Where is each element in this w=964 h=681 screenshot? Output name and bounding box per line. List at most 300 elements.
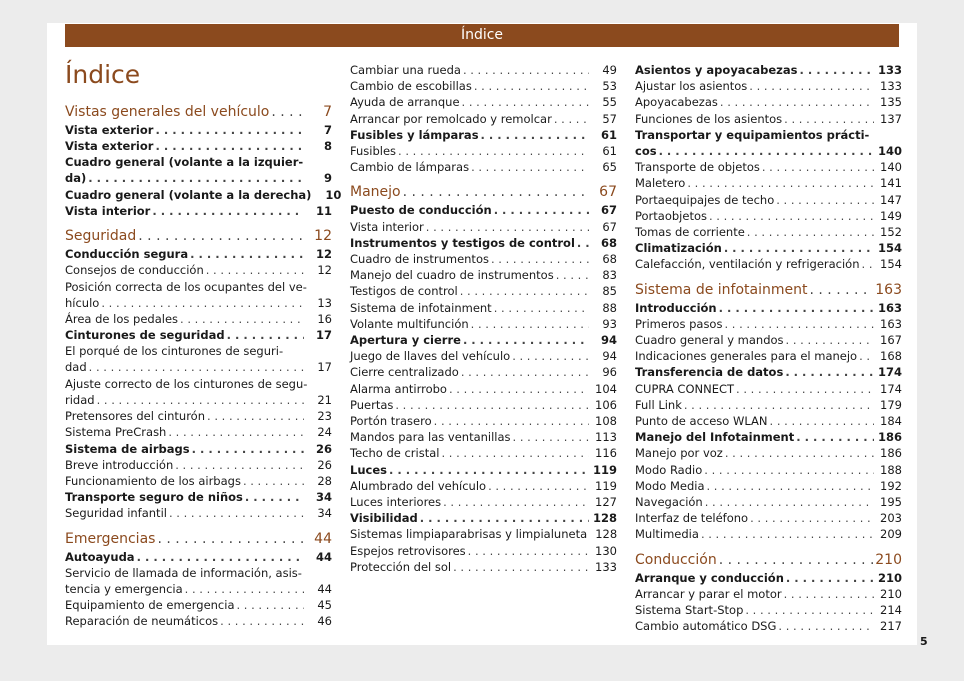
toc-page-number: 68 [600, 235, 617, 250]
toc-entry-text: Emergencias [65, 530, 156, 547]
toc-entry [635, 570, 902, 586]
leader-dots [89, 359, 304, 375]
leader-dots [799, 62, 874, 78]
toc-entry [635, 192, 902, 208]
toc-section-heading [65, 529, 332, 549]
toc-entry [635, 413, 902, 429]
toc-entry [635, 94, 902, 110]
toc-entry-text: Fusibles y lámparas [350, 127, 479, 142]
toc-entry [635, 62, 902, 78]
toc-entry [350, 445, 617, 461]
toc-entry-text: Modo Media [635, 478, 705, 493]
toc-entry-text: Instrumentos y testigos de control [350, 235, 575, 250]
leader-dots [862, 256, 874, 272]
toc-entry [635, 159, 902, 175]
toc-entry-text: Manejo por voz [635, 446, 723, 461]
leader-dots [245, 489, 304, 505]
toc-page-number: 135 [880, 95, 902, 110]
toc-entry-text: Transportar y equipamientos prácti- [635, 127, 870, 142]
leader-dots [237, 597, 305, 613]
toc-page-number: 45 [317, 598, 332, 613]
leader-dots [157, 529, 304, 549]
toc-entry-text: Manejo del Infotainment [635, 430, 795, 445]
leader-dots [190, 246, 304, 262]
toc-page-number: 96 [602, 365, 617, 380]
toc-entry-text: Sistemas limpiaparabrisas y limpialuneta [350, 527, 588, 542]
toc-entry [350, 300, 617, 316]
toc-entry [350, 78, 617, 94]
toc-entry [635, 300, 902, 316]
toc-entry [350, 219, 617, 235]
toc-entry-text: Volante multifunción [350, 316, 469, 331]
toc-entry-text: Equipamiento de emergencia [65, 598, 235, 613]
page-title: Índice [65, 60, 141, 89]
toc-entry-text: Ajuste correcto de los cinturones de segu- [65, 376, 308, 391]
leader-dots [749, 78, 874, 94]
toc-entry-text: Portaobjetos [635, 208, 707, 223]
leader-dots [719, 550, 874, 570]
toc-entry [65, 473, 332, 489]
toc-page-number: 127 [595, 495, 617, 509]
toc-entry-text: Conducción [635, 551, 717, 568]
toc-entry-text: Cuadro general (volante a la izquier- [65, 155, 304, 170]
leader-dots [707, 478, 875, 494]
toc-entry-text: Full Link [635, 397, 682, 412]
toc-page-number: 137 [880, 111, 902, 126]
toc-entry [65, 549, 332, 565]
toc-page-number: 141 [880, 176, 902, 191]
toc-entry [635, 364, 902, 380]
toc-page-number: 128 [592, 511, 617, 526]
leader-dots [152, 203, 304, 219]
leader-dots [169, 505, 304, 521]
leader-dots [786, 570, 874, 586]
leader-dots [271, 102, 304, 122]
toc-entry-text: Indicaciones generales para el manejo [635, 349, 858, 364]
toc-entry-text: Testigos de control [350, 284, 458, 299]
toc-page-number: 34 [315, 490, 332, 505]
toc-entry [635, 618, 902, 634]
toc-page-number: 9 [323, 171, 332, 186]
toc-entry [350, 283, 617, 299]
toc-entry [635, 494, 902, 510]
toc-entry [65, 505, 332, 521]
leader-dots [460, 283, 589, 299]
toc-entry [350, 332, 617, 348]
toc-entry-text: Protección del sol [350, 559, 452, 574]
toc-page-number: 17 [315, 328, 332, 343]
toc-entry-text: Alarma antirrobo [350, 381, 447, 396]
toc-page-number: 85 [602, 284, 617, 299]
toc-entry-text: Sistema Start-Stop [635, 603, 744, 617]
toc-entry [65, 122, 332, 138]
toc-page-number: 167 [880, 333, 902, 347]
toc-page-number: 44 [317, 581, 332, 596]
leader-dots [720, 94, 874, 110]
toc-page-number: 133 [595, 559, 617, 574]
toc-entry [65, 457, 332, 473]
toc-page-number: 210 [875, 551, 902, 568]
toc-entry-text: Seguridad [65, 228, 137, 245]
toc-page-number: 12 [315, 247, 332, 262]
toc-entry-text: Portaequipajes de techo [635, 192, 775, 207]
toc-page-number: 195 [880, 495, 902, 509]
toc-entry-text: Funciones de los asientos [635, 111, 783, 126]
toc-entry-text: Maletero [635, 176, 686, 191]
leader-dots [453, 559, 589, 575]
toc-page-number: 57 [602, 111, 617, 126]
leader-dots [449, 381, 589, 397]
toc-entry-text: Sistema PreCrash [65, 425, 167, 440]
toc-page-number: 24 [317, 425, 332, 440]
leader-dots [770, 413, 874, 429]
leader-dots [778, 618, 874, 634]
toc-entry [350, 381, 617, 397]
toc-entry-text: Vistas generales del vehículo [65, 104, 270, 120]
toc-entry [350, 526, 617, 542]
toc-page-number: 133 [880, 79, 902, 94]
toc-entry-text: Portón trasero [350, 414, 432, 428]
toc-entry [635, 127, 902, 159]
toc-entry-text: Techo de cristal [350, 446, 440, 461]
toc-entry-text: Transferencia de datos [635, 365, 784, 380]
toc-entry [65, 262, 332, 278]
toc-page-number: 26 [315, 441, 332, 456]
leader-dots [137, 549, 304, 565]
leader-dots [471, 316, 589, 332]
toc-entry-text: Seguridad infantil [65, 506, 167, 521]
toc-entry [350, 111, 617, 127]
toc-entry-text: Multimedia [635, 527, 699, 542]
toc-page-number: 53 [602, 79, 617, 94]
toc-page-number: 168 [880, 349, 902, 364]
toc-entry [635, 240, 902, 256]
leader-dots [468, 543, 589, 559]
leader-dots [709, 208, 874, 224]
toc-entry-text: Cambio de escobillas [350, 79, 472, 94]
leader-dots [512, 348, 589, 364]
toc-entry [635, 208, 902, 224]
toc-page-number: 210 [880, 586, 902, 601]
toc-entry-text: Vista exterior [65, 139, 154, 154]
toc-page-number: 140 [877, 143, 902, 158]
toc-entry [635, 224, 902, 240]
leader-dots [762, 159, 874, 175]
toc-page-number: 209 [880, 527, 902, 542]
toc-entry-text: Vista interior [350, 219, 424, 234]
toc-section-heading [65, 102, 332, 122]
toc-entry [350, 143, 617, 159]
toc-entry [65, 187, 342, 203]
toc-entry-text: hículo [65, 295, 100, 310]
toc-page-number: 192 [880, 478, 902, 493]
leader-dots [859, 348, 874, 364]
toc-entry-text: Puertas [350, 397, 394, 412]
toc-entry-text: tencia y emergencia [65, 581, 183, 596]
toc-page-number: 65 [602, 160, 617, 175]
toc-entry [350, 429, 617, 445]
toc-entry-text: El porqué de los cinturones de seguri- [65, 344, 284, 359]
toc-page-number: 188 [880, 462, 902, 477]
toc-entry [350, 348, 617, 364]
toc-entry-text: Vista exterior [65, 123, 154, 137]
toc-page-number: 11 [315, 204, 332, 218]
toc-page-number: 163 [875, 281, 902, 298]
leader-dots [207, 408, 304, 424]
toc-entry-text: Luces interiores [350, 495, 442, 509]
toc-entry-text: Apertura y cierre [350, 333, 461, 347]
leader-dots [434, 413, 589, 429]
leader-dots [577, 235, 589, 251]
leader-dots [88, 170, 304, 186]
toc-entry [635, 526, 902, 542]
toc-page-number: 88 [602, 300, 617, 315]
toc-entry [635, 586, 902, 602]
toc-page-number: 163 [877, 300, 902, 315]
toc-entry-text: Ayuda de arranque [350, 95, 460, 110]
toc-entry-text: Introducción [635, 300, 717, 315]
toc-entry [635, 111, 902, 127]
toc-entry [65, 408, 332, 424]
toc-page-number: 186 [877, 430, 902, 445]
leader-dots [463, 62, 589, 78]
toc-entry [635, 256, 902, 272]
toc-page-number: 67 [599, 184, 617, 201]
toc-entry-text: Sistema de airbags [65, 441, 190, 456]
toc-entry [350, 159, 617, 175]
toc-entry-text: Fusibles [350, 144, 397, 158]
toc-entry [635, 381, 902, 397]
leader-dots [403, 182, 589, 202]
leader-dots [175, 457, 304, 473]
toc-page-number: 154 [880, 257, 902, 272]
toc-page-number: 214 [880, 603, 902, 617]
toc-entry [350, 397, 617, 413]
toc-page-number: 12 [317, 263, 332, 278]
toc-page-number: 7 [323, 123, 332, 137]
toc-page-number: 83 [602, 268, 617, 283]
toc-page-number: 184 [880, 414, 902, 428]
leader-dots [474, 78, 589, 94]
leader-dots [462, 94, 589, 110]
toc-page-number: 28 [317, 474, 332, 488]
toc-entry-text: Interfaz de teléfono [635, 511, 749, 526]
toc-page-number: 34 [317, 506, 332, 521]
toc-entry-text: Manejo del cuadro de instrumentos [350, 268, 554, 283]
toc-entry [350, 267, 617, 283]
toc-page-number: 13 [317, 295, 332, 310]
leader-dots [745, 602, 874, 618]
leader-dots [461, 364, 589, 380]
toc-page-number: 67 [600, 203, 617, 218]
leader-dots [725, 445, 874, 461]
toc-entry-text: Transporte de objetos [635, 160, 760, 175]
leader-dots [420, 510, 589, 526]
toc-entry-text: Cambio automático DSG [635, 619, 777, 634]
toc-entry [65, 424, 332, 440]
toc-page-number: 94 [600, 333, 617, 347]
leader-dots [491, 251, 589, 267]
leader-dots [554, 111, 589, 127]
leader-dots [796, 429, 874, 445]
toc-entry [65, 154, 332, 186]
leader-dots [810, 280, 874, 300]
toc-entry-text: Reparación de neumáticos [65, 614, 219, 629]
leader-dots [513, 429, 589, 445]
toc-entry-text: Servicio de llamada de información, asis- [65, 565, 302, 580]
toc-section-heading [635, 280, 902, 300]
leader-dots [481, 127, 589, 143]
toc-entry [65, 327, 332, 343]
toc-page-number: 106 [595, 397, 617, 412]
toc-entry-text: Cambio de lámparas [350, 160, 470, 175]
toc-entry-text: Transporte seguro de niños [65, 490, 243, 505]
toc-page-number: 108 [595, 414, 617, 428]
toc-section-heading [635, 550, 902, 570]
toc-entry [635, 78, 902, 94]
toc-entry-text: Cuadro general (volante a la derecha) [65, 187, 312, 202]
toc-page-number: 179 [880, 397, 902, 412]
toc-entry-text: Breve introducción [65, 457, 174, 472]
toc-entry-text: Arranque y conducción [635, 570, 784, 585]
toc-entry-text: Espejos retrovisores [350, 543, 466, 558]
toc-entry-text: Posición correcta de los ocupantes del ve- [65, 279, 307, 294]
toc-entry-text: Sistema de infotainment [350, 300, 492, 315]
toc-page-number: 21 [317, 392, 332, 407]
toc-entry-text: Sistema de infotainment [635, 281, 808, 298]
toc-entry-text: Cuadro de instrumentos [350, 252, 489, 266]
toc-page-number: 7 [323, 104, 332, 120]
page-number: 5 [920, 635, 928, 648]
toc-page-number: 174 [877, 365, 902, 380]
toc-entry-text: Área de los pedales [65, 312, 179, 326]
toc-page-number: 128 [595, 527, 618, 542]
toc-page-number: 119 [592, 462, 617, 477]
leader-dots [463, 332, 589, 348]
toc-entry-text: Punto de acceso WLAN [635, 414, 768, 428]
toc-page-number: 10 [325, 187, 342, 202]
toc-entry [65, 441, 332, 457]
toc-entry [65, 376, 332, 408]
toc-entry [350, 478, 617, 494]
toc-page-number: 174 [880, 381, 902, 396]
toc-entry-text: Autoayuda [65, 549, 135, 564]
toc-entry-text: Arrancar y parar el motor [635, 586, 782, 601]
leader-dots [168, 424, 304, 440]
toc-page-number: 61 [602, 144, 617, 158]
leader-dots [494, 202, 589, 218]
toc-entry-text: Climatización [635, 241, 722, 256]
toc-entry [65, 489, 332, 505]
toc-page-number: 12 [314, 228, 332, 245]
toc-section-heading [65, 226, 332, 246]
leader-dots [155, 138, 304, 154]
toc-page-number: 46 [317, 614, 332, 629]
leader-dots [724, 240, 874, 256]
toc-entry [350, 202, 617, 218]
leader-dots [784, 111, 874, 127]
toc-page-number: 44 [315, 549, 332, 564]
toc-entry [65, 279, 332, 311]
leader-dots [704, 462, 874, 478]
toc-entry-text: da) [65, 171, 87, 186]
header-bar: Índice [65, 24, 899, 47]
toc-entry [635, 510, 902, 526]
toc-entry-text: Consejos de conducción [65, 263, 204, 278]
toc-entry-text: Cinturones de seguridad [65, 328, 225, 343]
toc-entry [635, 478, 902, 494]
toc-page-number: 93 [602, 316, 617, 331]
leader-dots [443, 494, 589, 510]
toc-entry-text: Puesto de conducción [350, 203, 492, 218]
leader-dots [138, 226, 304, 246]
toc-entry [635, 397, 902, 413]
toc-entry-text: Cambiar una rueda [350, 63, 461, 77]
toc-entry-text: Arrancar por remolcado y remolcar [350, 111, 552, 126]
leader-dots [192, 441, 304, 457]
leader-dots [701, 526, 874, 542]
leader-dots [784, 586, 874, 602]
toc-entry [635, 332, 902, 348]
toc-entry-text: Alumbrado del vehículo [350, 478, 487, 493]
toc-entry [350, 62, 617, 78]
leader-dots [705, 494, 874, 510]
leader-dots [776, 192, 874, 208]
toc-page-number: 17 [317, 360, 332, 375]
toc-entry [635, 445, 902, 461]
toc-entry-text: Calefacción, ventilación y refrigeración [635, 257, 860, 272]
toc-page-number: 104 [595, 381, 617, 396]
leader-dots [227, 327, 304, 343]
toc-entry-text: Modo Radio [635, 462, 703, 477]
toc-entry [350, 494, 617, 510]
toc-page-number: 133 [877, 63, 902, 77]
leader-dots [687, 175, 874, 191]
toc-entry-text: Mandos para las ventanillas [350, 430, 511, 445]
leader-dots [426, 219, 589, 235]
toc-page-number: 116 [595, 446, 617, 461]
leader-dots [719, 300, 874, 316]
leader-dots [220, 613, 304, 629]
toc-entry [635, 462, 902, 478]
toc-entry-text: Primeros pasos [635, 316, 723, 331]
toc-entry-text: Tomas de corriente [635, 225, 745, 239]
toc-entry [635, 175, 902, 191]
toc-entry [350, 235, 617, 251]
toc-entry-text: Funcionamiento de los airbags [65, 474, 241, 488]
toc-page-number: 130 [595, 543, 617, 558]
toc-entry [635, 429, 902, 445]
toc-entry-text: CUPRA CONNECT [635, 381, 735, 396]
toc-page-number: 23 [317, 409, 332, 424]
toc-entry-text: cos [635, 143, 657, 158]
toc-page-number: 186 [880, 446, 902, 461]
toc-entry [65, 311, 332, 327]
toc-entry [65, 597, 332, 613]
leader-dots [659, 143, 874, 159]
toc-entry [65, 138, 332, 154]
toc-entry [350, 413, 617, 429]
leader-dots [724, 316, 874, 332]
leader-dots [441, 445, 589, 461]
toc-entry [65, 203, 332, 219]
leader-dots [206, 262, 304, 278]
leader-dots [747, 224, 874, 240]
leader-dots [684, 397, 874, 413]
toc-entry-text: Pretensores del cinturón [65, 409, 206, 424]
leader-dots [398, 143, 589, 159]
toc-page-number: 217 [880, 619, 902, 634]
